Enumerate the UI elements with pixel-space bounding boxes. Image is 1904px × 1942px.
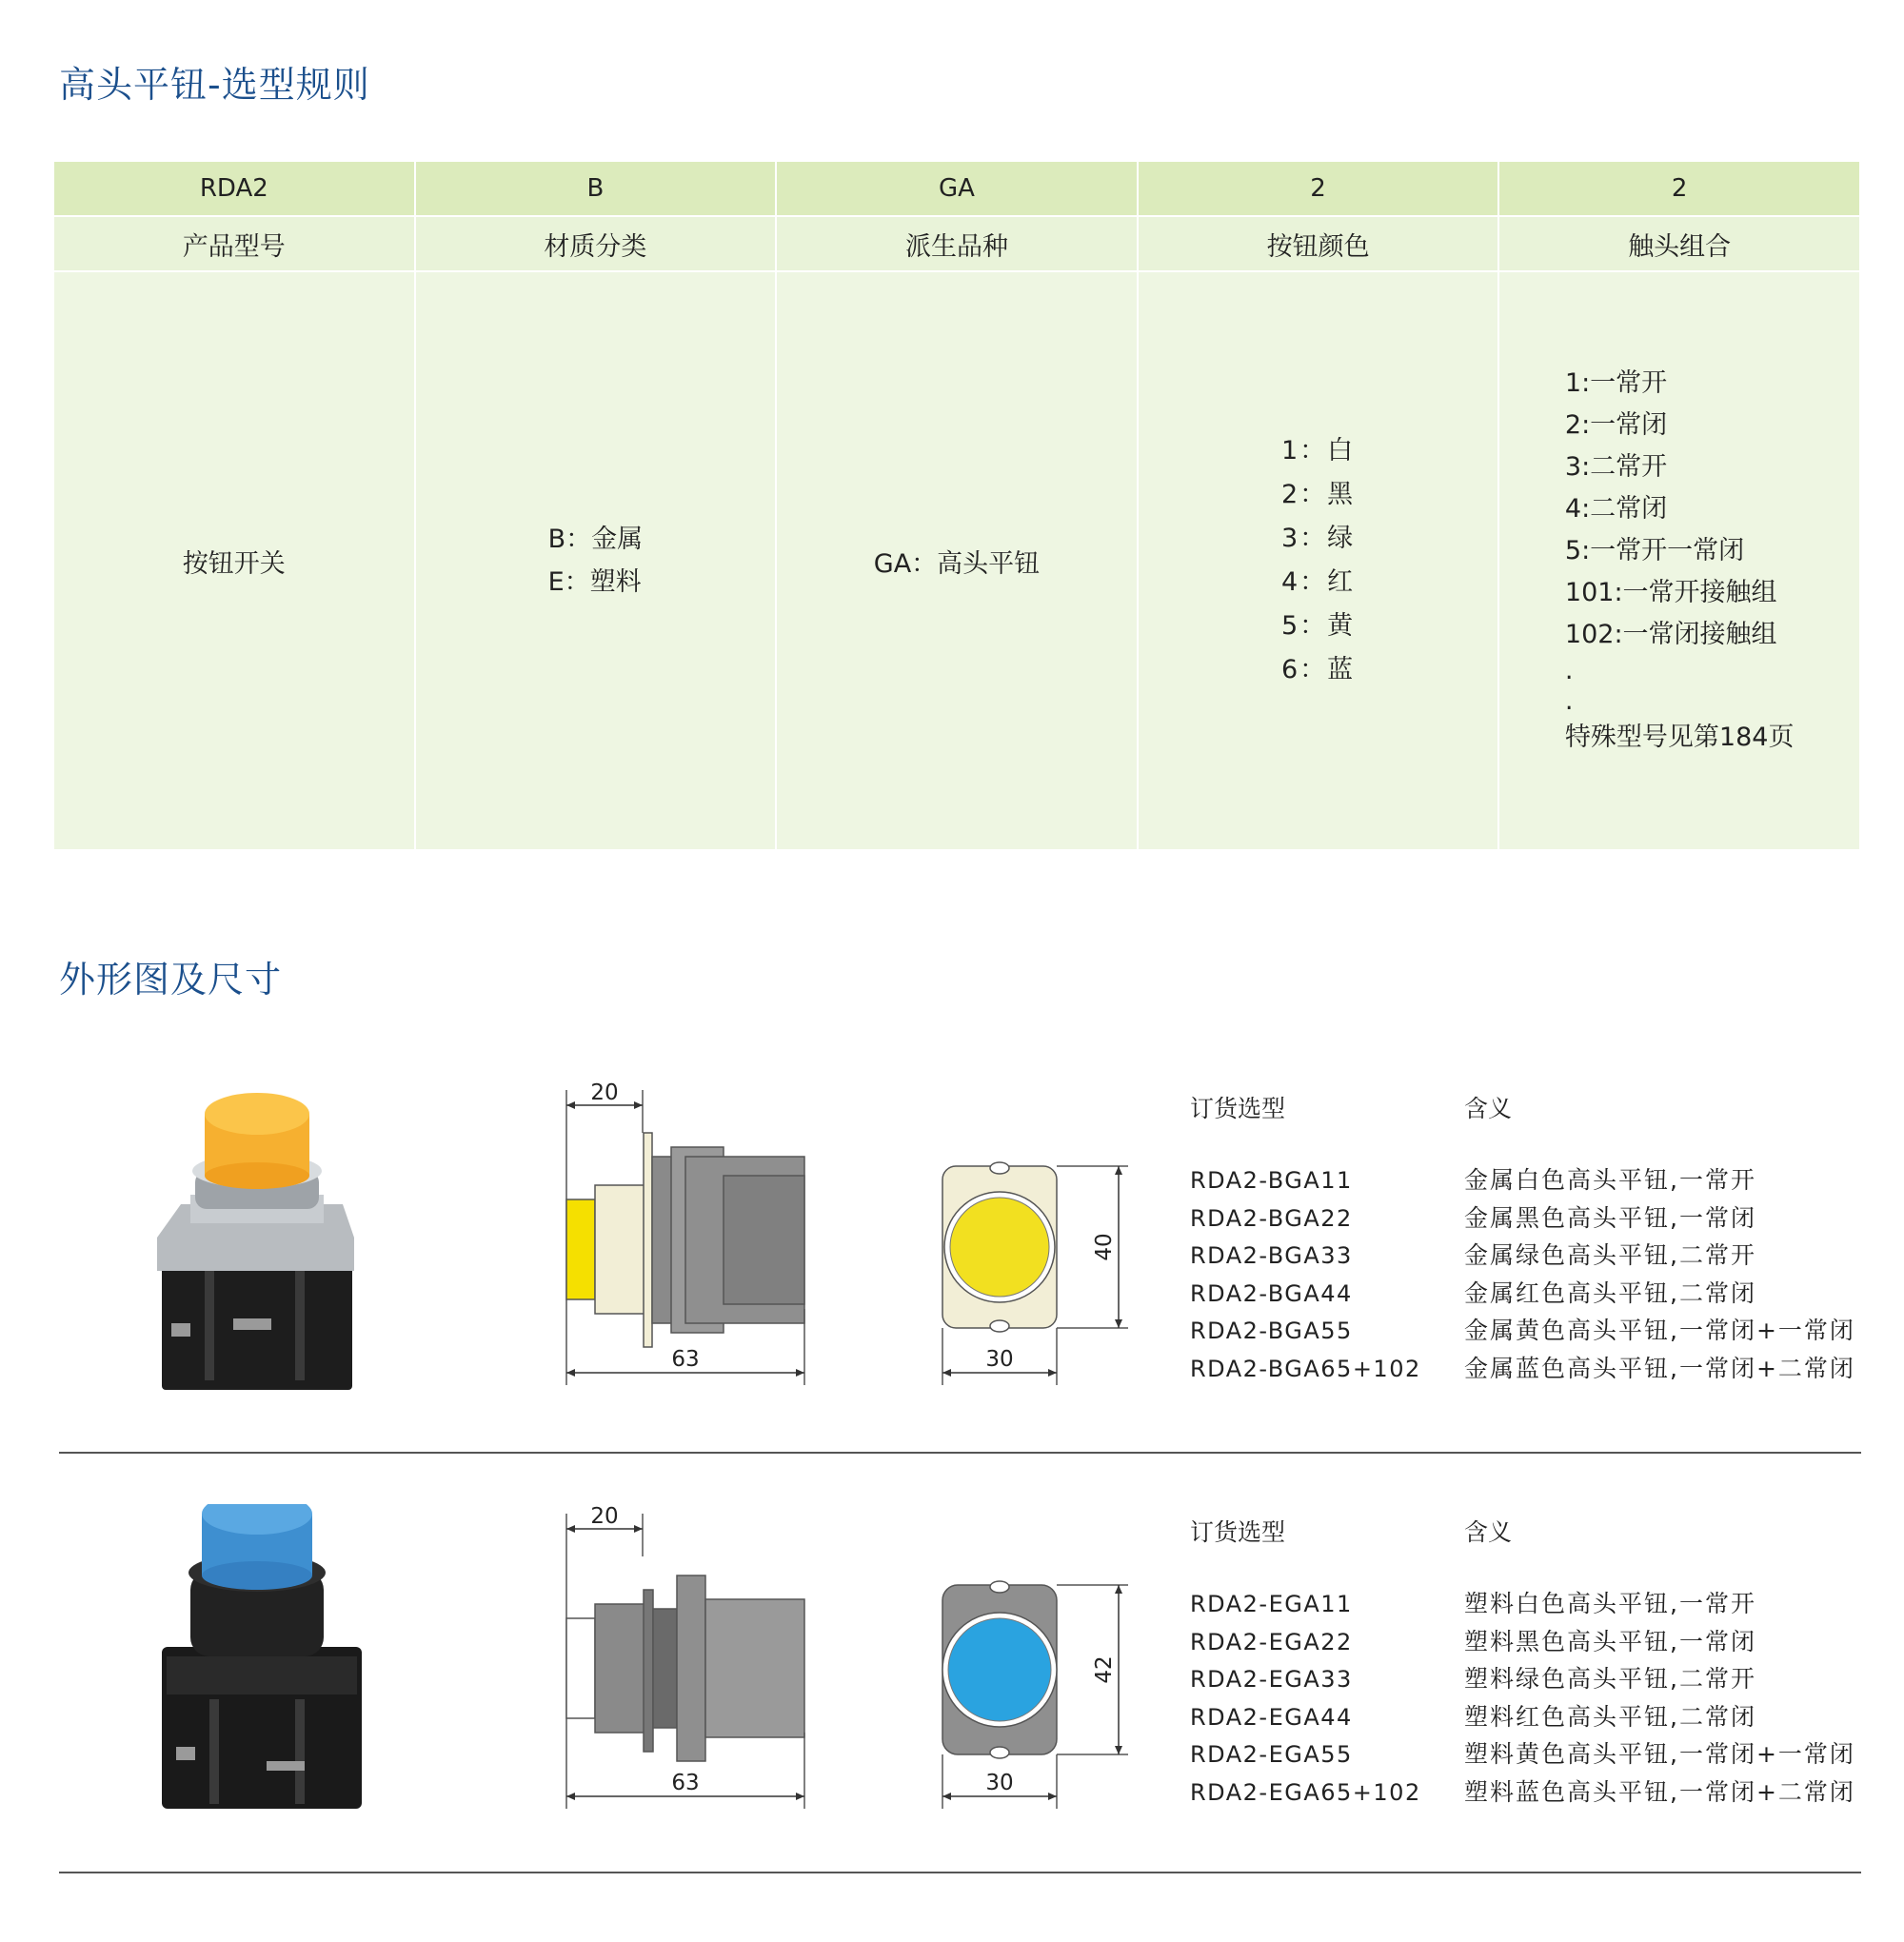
order-meaning: 金属绿色高头平钮,二常开 [1464,1241,1756,1270]
order-meaning: 塑料黄色高头平钮,一常闭+一常闭 [1464,1740,1855,1769]
code-cell: 2 [1498,162,1860,216]
order-code: RDA2-EGA55 [1190,1741,1353,1769]
contact-item: 3:二常开 [1564,452,1668,482]
order-code-header: 订货选型 [1190,1518,1286,1546]
order-code: RDA2-EGA22 [1190,1628,1353,1655]
order-row [1190,1660,1875,1698]
label-cell: 派生品种 [776,216,1138,271]
label-cell: 按钮颜色 [1138,216,1499,271]
code-cell: RDA2 [53,162,415,216]
metal-order-list [1190,1161,1875,1388]
derivative-cell: GA：高头平钮 [776,271,1138,849]
order-code: RDA2-BGA22 [1190,1204,1353,1232]
color-item: 2：黑 [1280,480,1356,509]
order-code: RDA2-EGA33 [1190,1666,1353,1694]
order-row [1190,1698,1875,1736]
length-label: 63 [671,1347,700,1372]
plastic-button-photo [152,1504,362,1818]
contact-item: 5:一常开一常闭 [1564,536,1745,565]
order-meaning: 塑料黑色高头平钮,一常闭 [1464,1627,1756,1655]
color-list [1281,429,1355,692]
section-divider [59,1452,1861,1454]
order-meaning: 金属白色高头平钮,一常开 [1464,1166,1756,1194]
plastic-front-drawing [938,1504,1157,1818]
order-code-header: 订货选型 [1190,1095,1286,1122]
contact-item: 4:二常闭 [1564,494,1668,524]
material-item: E：塑料 [547,567,642,597]
length-label: 63 [671,1771,700,1795]
product-type-cell: 按钮开关 [53,271,415,849]
section-divider [59,1872,1861,1873]
order-row [1190,1237,1875,1275]
code-cell: B [415,162,777,216]
color-item: 5：黄 [1280,611,1356,641]
order-code: RDA2-BGA33 [1190,1242,1353,1270]
material-cell [415,271,777,849]
order-code: RDA2-EGA11 [1190,1591,1353,1617]
contact-cell [1498,271,1860,849]
depth-label: 20 [590,1504,619,1529]
order-code: RDA2-EGA65+102 [1190,1778,1421,1806]
width-label: 30 [985,1347,1014,1372]
order-row [1190,1774,1875,1812]
color-cell [1138,271,1499,849]
color-item: 1：白 [1280,436,1356,466]
contact-item: 1:一常开 [1564,368,1668,398]
depth-label: 20 [590,1080,619,1105]
order-meaning: 塑料红色高头平钮,二常闭 [1464,1702,1756,1731]
height-label: 42 [1092,1655,1117,1684]
contact-list [1565,363,1795,759]
contact-item: . [1564,656,1574,685]
metal-front-drawing [938,1080,1157,1395]
color-item: 6：蓝 [1280,655,1356,684]
label-cell: 材质分类 [415,216,777,271]
selection-title: 高头平钮-选型规则 [59,64,370,106]
order-meaning: 塑料蓝色高头平钮,一常闭+二常闭 [1464,1777,1855,1806]
order-code: RDA2-BGA44 [1190,1279,1353,1307]
code-cell: GA [776,162,1138,216]
plastic-side-drawing [562,1504,828,1818]
label-cell: 触头组合 [1498,216,1860,271]
order-meaning: 金属蓝色高头平钮,一常闭+二常闭 [1464,1354,1855,1382]
order-meaning-header: 含义 [1464,1518,1513,1546]
order-row [1190,1585,1875,1623]
contact-item: . [1564,686,1574,716]
material-item: B：金属 [547,525,644,554]
cap-circle [950,1198,1049,1297]
order-code: RDA2-BGA65+102 [1190,1355,1421,1382]
contact-item: 特殊型号见第184页 [1564,723,1795,752]
order-row [1190,1199,1875,1238]
material-list [548,518,644,604]
label-row [53,216,1860,271]
order-row [1190,1623,1875,1661]
selection-table [52,162,1861,849]
contact-item: 2:一常闭 [1564,410,1668,440]
height-label: 40 [1092,1233,1117,1261]
metal-button-photo [152,1080,362,1395]
order-code: RDA2-BGA55 [1190,1318,1353,1345]
order-meaning: 塑料白色高头平钮,一常开 [1464,1590,1756,1617]
detail-row [53,271,1860,849]
order-row [1190,1161,1875,1199]
label-cell: 产品型号 [53,216,415,271]
order-meaning: 塑料绿色高头平钮,二常开 [1464,1665,1756,1694]
plastic-order-list [1190,1585,1875,1812]
order-meaning: 金属黑色高头平钮,一常闭 [1464,1203,1756,1232]
order-row [1190,1275,1875,1313]
color-item: 4：红 [1280,567,1356,597]
code-row [53,162,1860,216]
order-code: RDA2-EGA44 [1190,1703,1353,1731]
dimensions-title: 外形图及尺寸 [59,959,283,1001]
order-meaning-header: 含义 [1464,1095,1513,1122]
order-row [1190,1350,1875,1388]
order-code: RDA2-BGA11 [1190,1167,1353,1194]
color-item: 3：绿 [1280,524,1356,553]
order-meaning: 金属黄色高头平钮,一常闭+一常闭 [1464,1317,1855,1345]
metal-side-drawing [562,1080,828,1395]
order-row [1190,1735,1875,1774]
contact-item: 101:一常开接触组 [1564,578,1777,607]
width-label: 30 [985,1771,1014,1795]
code-cell: 2 [1138,162,1499,216]
order-meaning: 金属红色高头平钮,二常闭 [1464,1278,1756,1307]
order-row [1190,1312,1875,1350]
cap-circle [948,1618,1051,1721]
contact-item: 102:一常闭接触组 [1564,620,1777,649]
